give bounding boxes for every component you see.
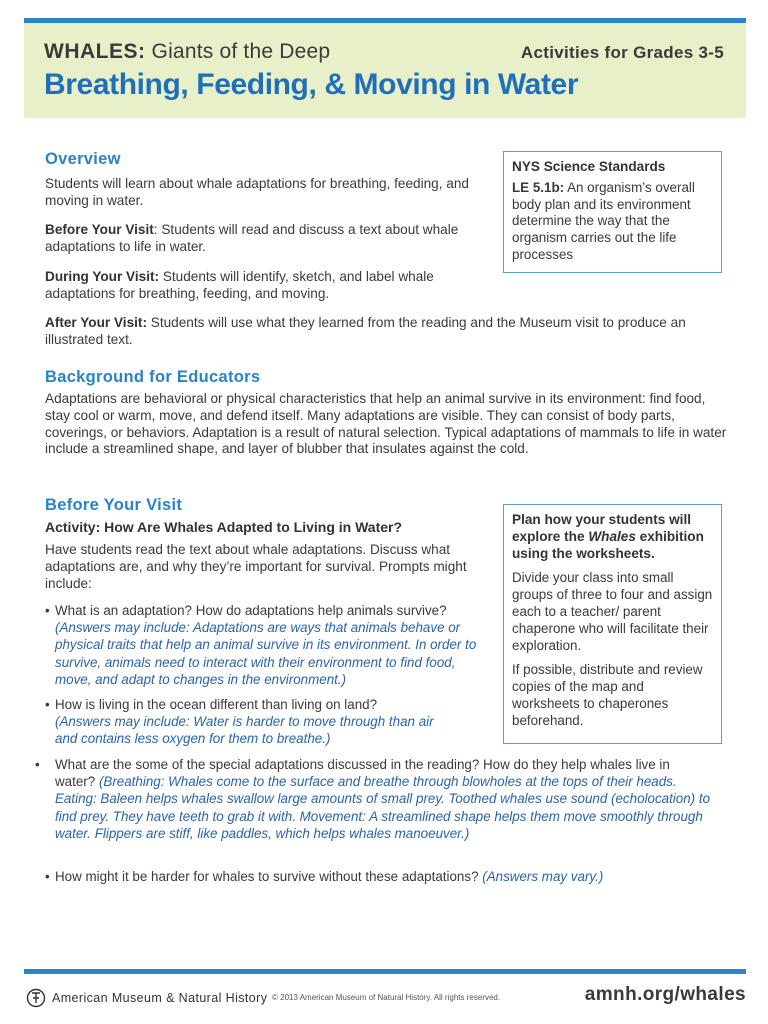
list-item: • How might it be harder for whales to survive without these adaptations? (Answers may vary.): [45, 869, 604, 884]
overview-before: Before Your Visit: Students will read and discuss a text about whale adaptations to life in water.: [45, 222, 459, 254]
bottom-rule: [24, 969, 746, 974]
overview-heading: Overview: [45, 150, 121, 168]
standards-text: LE 5.1b: An organism’s overall body plan and its environment determine the way that the organism carries out the life processes: [512, 179, 695, 262]
plan-box: [503, 504, 722, 744]
museum-logo: American Museum & Natural History: [26, 988, 267, 1008]
site-url[interactable]: amnh.org/whales: [584, 984, 746, 1005]
list-item: • What is an adaptation? How do adaptations help animals survive? (Answers may include: Adaptations are ways that animals behave or physical traits that help an animal survive in its environment. In order to survive, animals need to interact with their environment to find food, move, and adapt to changes in the environment.): [45, 603, 477, 687]
plan-box-p2: If possible, distribute and review copies of the map and worksheets to chaperones beforehand.: [512, 662, 703, 728]
overview-after: After Your Visit: Students will use what they learned from the reading and the Museum visit to produce an illustrated text.: [45, 315, 686, 347]
plan-box-p1: Divide your class into small groups of three to four and assign each to a teacher/ parent chaperone who will facilitate their exploration.: [512, 570, 713, 653]
series-title: WHALES: Giants of the Deep: [44, 40, 331, 63]
background-text: Adaptations are behavioral or physical characteristics that help an animal survive in its environment: find food, stay cool or warm, move, and defend itself. Many adaptations are visible. They can consist of body parts, coverings, or behaviors. Adaptation is a result of natural selection. Typical adaptations of mammals to life in water include a streamlined shape, and layer of blubber that insulates against the cold.: [45, 391, 727, 457]
grade-level: Activities for Grades 3-5: [520, 43, 724, 62]
page-header: [24, 23, 746, 118]
background-heading: Background for Educators: [45, 368, 261, 386]
overview-during: During Your Visit: Students will identify, sketch, and label whale adaptations for breathing, feeding, and moving.: [45, 269, 434, 301]
list-item: • How is living in the ocean different than living on land? (Answers may include: Water is harder to move through than air and contains less oxygen for them to breathe.): [45, 697, 434, 747]
standards-box: [503, 151, 722, 273]
before-visit-heading: Before Your Visit: [45, 496, 183, 514]
plan-box-title: Plan how your students will explore the Whales exhibition using the worksheets.: [512, 512, 704, 561]
overview-intro: Students will learn about whale adaptations for breathing, feeding, and moving in water.: [45, 176, 469, 208]
copyright: © 2013 American Museum of Natural History. All rights reserved.: [272, 993, 501, 1002]
list-item: • What are the some of the special adaptations discussed in the reading? How do they help whales live in water? (Breathing: Whales come to the surface and breathe through blowholes at the tops of their heads. Eating: Baleen helps whales swallow large amounts of small prey. Toothed whales use sound (echolocation) to find prey. They have teeth to grab it with. Movement: A streamlined shape helps them move smoothly through water. Flippers are stiff, like paddles, which helps whales manoeuver.): [35, 757, 711, 841]
before-visit-intro: Have students read the text about whale adaptations. Discuss what adaptations are, and why they’re important for survival. Prompts might include:: [45, 542, 467, 591]
museum-emblem-icon: [26, 988, 46, 1008]
standards-title: NYS Science Standards: [512, 159, 666, 174]
activity-title: Activity: How Are Whales Adapted to Living in Water?: [45, 519, 403, 535]
page-title: Breathing, Feeding, & Moving in Water: [44, 68, 579, 101]
